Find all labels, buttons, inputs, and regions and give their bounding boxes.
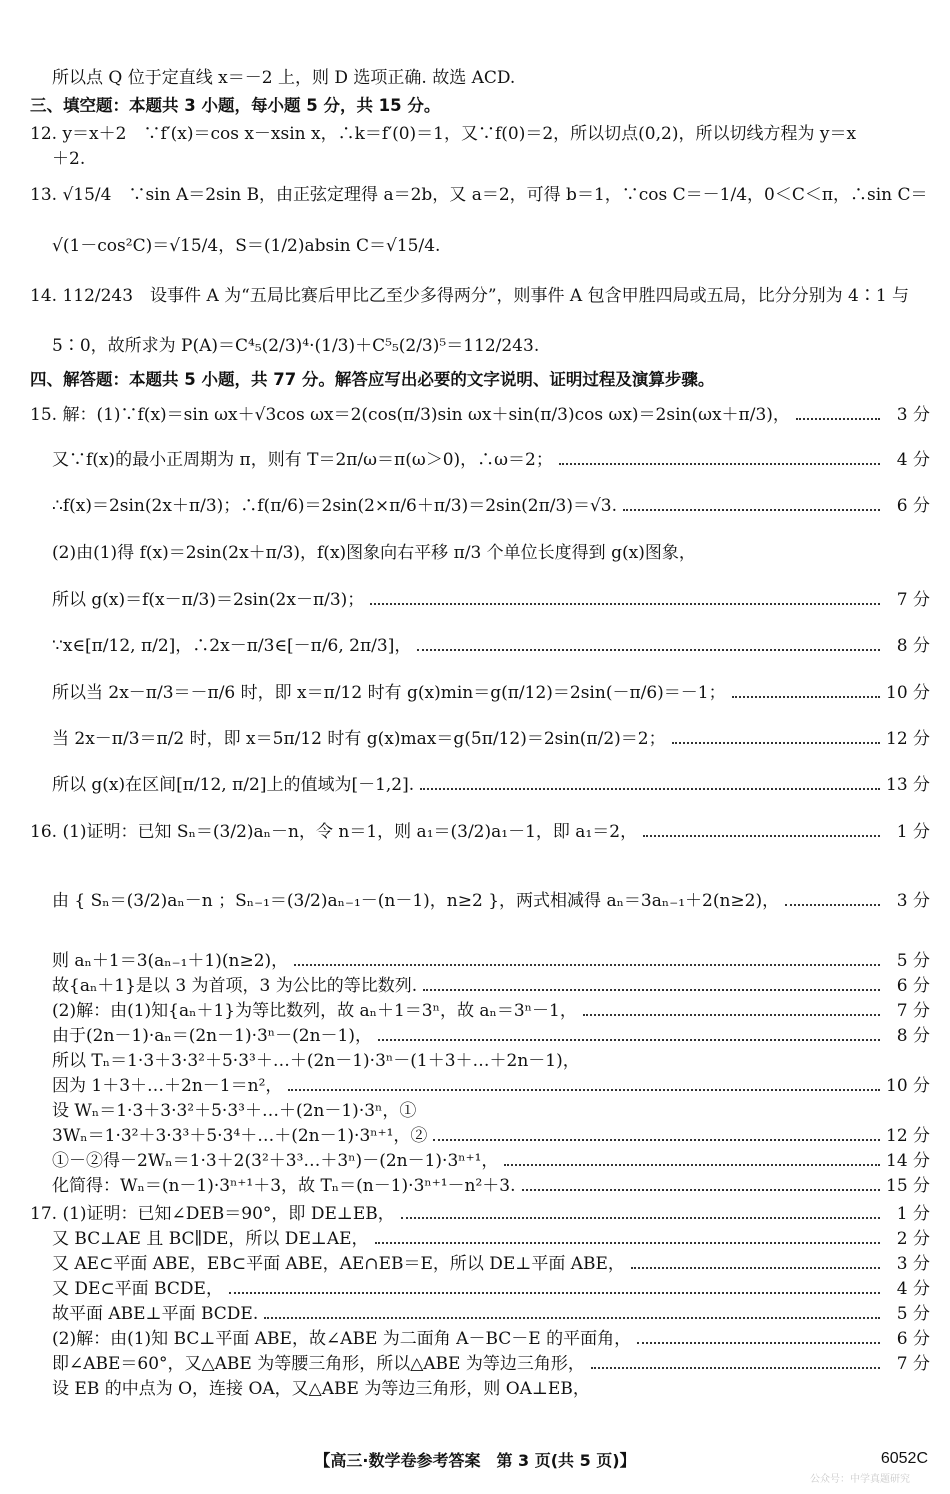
line-text: 由于(2n－1)·aₙ＝(2n－1)·3ⁿ－(2n－1)， xyxy=(52,1026,373,1046)
score-mark: 15 分 xyxy=(886,1176,931,1196)
line-text: ＋2. xyxy=(52,149,86,169)
text-line xyxy=(52,636,930,656)
text-line xyxy=(52,1126,930,1146)
dot-leader xyxy=(785,904,880,906)
score-mark: 3 分 xyxy=(896,405,930,425)
dot-leader xyxy=(401,1217,880,1219)
text-line xyxy=(52,236,930,256)
line-text: 即∠ABE＝60°，又△ABE 为等腰三角形，所以△ABE 为等边三角形， xyxy=(52,1354,585,1374)
line-text: 又∵f(x)的最小正周期为 π，则有 T＝2π/ω＝π(ω＞0)，∴ω＝2； xyxy=(52,450,553,470)
text-line xyxy=(52,1051,930,1071)
line-text: 16. (1)证明：已知 Sₙ＝(3/2)aₙ－n，令 n＝1，则 a₁＝(3/2)a₁－1，即 a₁＝2， xyxy=(30,822,638,842)
line-text: 14. 112/243 设事件 A 为“五局比赛后甲比乙至少多得两分”，则事件 A 包含甲胜四局或五局，比分分别为 4∶1 与 xyxy=(30,286,910,306)
score-mark: 4 分 xyxy=(896,450,930,470)
text-line xyxy=(52,1354,930,1374)
text-line xyxy=(52,1229,930,1249)
score-mark: 1 分 xyxy=(896,822,930,842)
text-line xyxy=(30,124,930,144)
line-text: 13. √15/4 ∵sin A＝2sin B，由正弦定理得 a＝2b，又 a＝2，可得 b＝1，∵cos C＝－1/4，0＜C＜π，∴sin C＝ xyxy=(30,185,928,205)
text-line xyxy=(52,951,930,971)
score-mark: 4 分 xyxy=(896,1279,930,1299)
line-text: 故{aₙ＋1}是以 3 为首项，3 为公比的等比数列. xyxy=(52,976,418,996)
dot-leader xyxy=(637,1342,880,1344)
page-footer: 【高三·数学卷参考答案 第 3 页(共 5 页)】 xyxy=(314,1451,636,1470)
text-line xyxy=(52,336,930,356)
text-line xyxy=(52,683,930,703)
text-line xyxy=(52,1026,930,1046)
dot-leader xyxy=(375,1242,880,1244)
line-text: √(1－cos²C)＝√15/4，S＝(1/2)absin C＝√15/4. xyxy=(52,236,441,256)
section-heading: 四、解答题：本题共 5 小题，共 77 分。解答应写出必要的文字说明、证明过程及演算步骤。 xyxy=(30,370,715,389)
score-mark: 5 分 xyxy=(896,1304,930,1324)
dot-leader xyxy=(370,603,880,605)
text-line xyxy=(52,496,930,516)
score-mark: 14 分 xyxy=(886,1151,931,1171)
score-mark: 1 分 xyxy=(896,1204,930,1224)
text-line xyxy=(30,96,930,116)
dot-leader xyxy=(559,463,880,465)
text-line xyxy=(30,286,930,306)
dot-leader xyxy=(264,1317,880,1319)
dot-leader xyxy=(417,649,880,651)
text-line xyxy=(52,1304,930,1324)
score-mark: 13 分 xyxy=(886,775,931,795)
line-text: 5∶0，故所求为 P(A)＝C⁴₅(2/3)⁴·(1/3)＋C⁵₅(2/3)⁵＝112/243. xyxy=(52,336,540,356)
line-text: 所以 g(x)在区间[π/12, π/2]上的值域为[－1,2]. xyxy=(52,775,415,795)
text-line xyxy=(52,68,930,88)
text-line xyxy=(52,775,930,795)
dot-leader xyxy=(294,964,880,966)
score-mark: 12 分 xyxy=(886,729,931,749)
text-line xyxy=(52,1001,930,1021)
score-mark: 7 分 xyxy=(896,1354,930,1374)
line-text: 当 2x－π/3＝π/2 时，即 x＝5π/12 时有 g(x)max＝g(5π/12)＝2sin(π/2)＝2； xyxy=(52,729,666,749)
text-line xyxy=(52,976,930,996)
score-mark: 5 分 xyxy=(896,951,930,971)
dot-leader xyxy=(623,509,880,511)
line-text: (2)解：由(1)知 BC⊥平面 ABE，故∠ABE 为二面角 A－BC－E 的平面角， xyxy=(52,1329,632,1349)
text-line xyxy=(30,185,930,205)
line-text: 3Wₙ＝1·3²＋3·3³＋5·3⁴＋…＋(2n－1)·3ⁿ⁺¹，② xyxy=(52,1126,428,1146)
score-mark: 8 分 xyxy=(896,636,930,656)
line-text: 故平面 ABE⊥平面 BCDE. xyxy=(52,1304,259,1324)
line-text: 所以 g(x)＝f(x－π/3)＝2sin(2x－π/3)； xyxy=(52,590,365,610)
text-line xyxy=(52,590,930,610)
line-text: 则 aₙ＋1＝3(aₙ₋₁＋1)(n≥2)， xyxy=(52,951,289,971)
score-mark: 8 分 xyxy=(896,1026,930,1046)
score-mark: 6 分 xyxy=(896,1329,930,1349)
score-mark: 12 分 xyxy=(886,1126,931,1146)
dot-leader xyxy=(378,1039,880,1041)
dot-leader xyxy=(433,1139,880,1141)
paper-code: 6052C xyxy=(880,1450,928,1467)
text-line xyxy=(52,1279,930,1299)
dot-leader xyxy=(631,1267,880,1269)
line-text: 化简得：Wₙ＝(n－1)·3ⁿ⁺¹＋3，故 Tₙ＝(n－1)·3ⁿ⁺¹－n²＋3. xyxy=(52,1176,516,1196)
line-text: 又 DE⊂平面 BCDE， xyxy=(52,1279,223,1299)
line-text: 12. y＝x＋2 ∵f′(x)＝cos x－xsin x，∴k＝f′(0)＝1，又∵f(0)＝2，所以切点(0,2)，所以切线方程为 y＝x xyxy=(30,124,857,144)
section-heading: 三、填空题：本题共 3 小题，每小题 5 分，共 15 分。 xyxy=(30,96,441,115)
text-line xyxy=(52,1379,930,1399)
watermark: 公众号：中学真题研究 xyxy=(810,1474,910,1485)
dot-leader xyxy=(732,696,880,698)
dot-leader xyxy=(420,788,880,790)
text-line xyxy=(52,1151,930,1171)
text-line xyxy=(52,1254,930,1274)
line-text: ∵x∈[π/12, π/2]，∴2x－π/3∈[－π/6, 2π/3]， xyxy=(52,636,412,656)
score-mark: 3 分 xyxy=(896,891,930,911)
text-line xyxy=(52,891,930,911)
text-line xyxy=(52,149,930,169)
line-text: 15. 解：(1)∵f(x)＝sin ωx＋√3cos ωx＝2(cos(π/3)sin ωx＋sin(π/3)cos ωx)＝2sin(ωx＋π/3)， xyxy=(30,405,790,425)
line-text: 设 EB 的中点为 O，连接 OA，又△ABE 为等边三角形，则 OA⊥EB， xyxy=(52,1379,590,1399)
dot-leader xyxy=(796,418,880,420)
line-text: 所以当 2x－π/3＝－π/6 时，即 x＝π/12 时有 g(x)min＝g(π/12)＝2sin(－π/6)＝－1； xyxy=(52,683,726,703)
dot-leader xyxy=(522,1189,880,1191)
dot-leader xyxy=(423,989,880,991)
dot-leader xyxy=(504,1164,880,1166)
line-text: 又 AE⊂平面 ABE，EB⊂平面 ABE，AE∩EB＝E，所以 DE⊥平面 ABE， xyxy=(52,1254,625,1274)
dot-leader xyxy=(288,1089,880,1091)
line-text: 设 Wₙ＝1·3＋3·3²＋5·3³＋…＋(2n－1)·3ⁿ，① xyxy=(52,1101,417,1121)
line-text: 所以 Tₙ＝1·3＋3·3²＋5·3³＋…＋(2n－1)·3ⁿ－(1＋3＋…＋2n－1)， xyxy=(52,1051,580,1071)
dot-leader xyxy=(672,742,880,744)
text-line xyxy=(52,1329,930,1349)
text-line xyxy=(30,405,930,425)
line-text: 由 { Sₙ＝(3/2)aₙ－n ；Sₙ₋₁＝(3/2)aₙ₋₁－(n－1)，n≥2 }，两式相减得 aₙ＝3aₙ₋₁＋2(n≥2)， xyxy=(52,891,780,911)
text-line xyxy=(52,543,930,563)
text-line xyxy=(52,1076,930,1096)
line-text: ∴f(x)＝2sin(2x＋π/3)；∴f(π/6)＝2sin(2×π/6＋π/3)＝2sin(2π/3)＝√3. xyxy=(52,496,618,516)
dot-leader xyxy=(583,1014,880,1016)
text-line xyxy=(52,1101,930,1121)
line-text: (2)解：由(1)知{aₙ＋1}为等比数列，故 aₙ＋1＝3ⁿ，故 aₙ＝3ⁿ－1， xyxy=(52,1001,577,1021)
score-mark: 10 分 xyxy=(886,1076,931,1096)
score-mark: 2 分 xyxy=(896,1229,930,1249)
line-text: 17. (1)证明：已知∠DEB＝90°，即 DE⊥EB， xyxy=(30,1204,395,1224)
score-mark: 7 分 xyxy=(896,1001,930,1021)
dot-leader xyxy=(229,1292,880,1294)
text-line xyxy=(52,1176,930,1196)
score-mark: 7 分 xyxy=(896,590,930,610)
text-line xyxy=(30,822,930,842)
dot-leader xyxy=(643,835,880,837)
score-mark: 6 分 xyxy=(896,976,930,996)
text-line xyxy=(30,1204,930,1224)
score-mark: 3 分 xyxy=(896,1254,930,1274)
dot-leader xyxy=(591,1367,880,1369)
text-line xyxy=(52,450,930,470)
score-mark: 10 分 xyxy=(886,683,931,703)
line-text: 因为 1＋3＋…＋2n－1＝n²， xyxy=(52,1076,283,1096)
line-text: ①－②得－2Wₙ＝1·3＋2(3²＋3³…＋3ⁿ)－(2n－1)·3ⁿ⁺¹， xyxy=(52,1151,499,1171)
line-text: 所以点 Q 位于定直线 x＝－2 上，则 D 选项正确. 故选 ACD. xyxy=(52,68,516,88)
text-line xyxy=(52,729,930,749)
line-text: (2)由(1)得 f(x)＝2sin(2x＋π/3)，f(x)图象向右平移 π/3 个单位长度得到 g(x)图象， xyxy=(52,543,696,563)
score-mark: 6 分 xyxy=(896,496,930,516)
line-text: 又 BC⊥AE 且 BC∥DE，所以 DE⊥AE， xyxy=(52,1229,369,1249)
text-line xyxy=(30,370,930,390)
